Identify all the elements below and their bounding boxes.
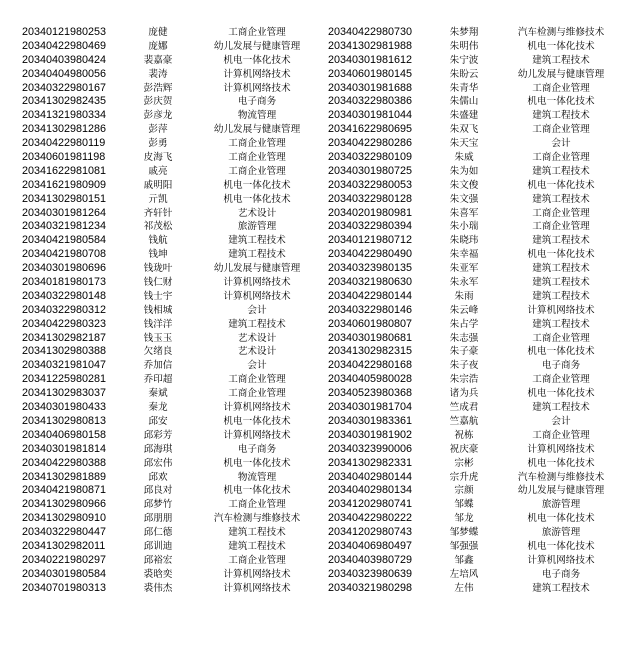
student-name-cell: 邱朋朋 <box>143 513 173 525</box>
student-major-cell: 建筑工程技术 <box>532 277 590 289</box>
student-id-cell: 20340322980148 <box>22 289 107 302</box>
student-major-cell: 工商企业管理 <box>532 221 590 233</box>
student-major-cell: 计算机网络技术 <box>527 304 595 316</box>
student-major-cell: 工商企业管理 <box>228 165 286 177</box>
student-major-cell: 计算机网络技术 <box>223 277 291 289</box>
student-major-cell: 电子商务 <box>237 443 277 455</box>
student-major-cell: 旅游管理 <box>541 499 581 511</box>
student-major-cell: 工商企业管理 <box>532 374 590 386</box>
student-major-cell: 工商企业管理 <box>228 374 286 386</box>
student-major-cell: 工商企业管理 <box>228 388 286 400</box>
student-major-cell: 幼儿发展与健康管理 <box>213 124 301 136</box>
student-name-cell: 钱航 <box>148 235 168 247</box>
student-name-cell: 钱仁财 <box>143 277 173 289</box>
student-major-cell: 幼儿发展与健康管理 <box>213 40 301 52</box>
student-name-cell: 朱双飞 <box>449 124 479 136</box>
student-major-cell: 机电一体化技术 <box>527 457 595 469</box>
student-name-cell: 朱盼云 <box>449 68 479 80</box>
student-name-cell: 朱永军 <box>449 277 479 289</box>
student-id-cell: 20340322980386 <box>328 95 413 108</box>
student-name-cell: 彭勇 <box>148 138 168 150</box>
student-name-cell: 宗彬 <box>454 457 474 469</box>
student-name-cell: 钱坤 <box>148 249 168 261</box>
student-major-cell: 幼儿发展与健康管理 <box>517 68 605 80</box>
student-major-cell: 建筑工程技术 <box>228 527 286 539</box>
student-major-cell: 机电一体化技术 <box>527 540 595 552</box>
student-id-cell: 20340406980158 <box>22 428 107 441</box>
student-name-cell: 邱海琪 <box>143 443 173 455</box>
student-name-cell: 邱裕宏 <box>143 554 173 566</box>
student-id-cell: 20340322980312 <box>22 303 107 316</box>
student-id-cell: 20340406980497 <box>328 539 413 552</box>
student-id-cell: 20340301980433 <box>22 401 107 414</box>
student-id-cell: 20340301980584 <box>22 567 107 580</box>
student-major-cell: 电子商务 <box>541 360 581 372</box>
student-major-cell: 电子商务 <box>237 96 277 108</box>
student-name-cell: 齐轩针 <box>143 207 173 219</box>
student-name-cell: 朱子豪 <box>449 346 479 358</box>
student-name-cell: 朱宗浩 <box>449 374 479 386</box>
student-major-cell: 幼儿发展与健康管理 <box>213 263 301 275</box>
student-id-cell: 20340301981044 <box>328 109 413 122</box>
student-id-cell: 20340421980584 <box>22 234 107 247</box>
student-id-cell: 20341302981889 <box>22 470 107 483</box>
student-name-cell: 裘伟杰 <box>143 582 173 594</box>
student-name-cell: 朱儒山 <box>449 96 479 108</box>
student-name-cell: 朱威 <box>454 152 474 164</box>
student-major-cell: 建筑工程技术 <box>532 54 590 66</box>
student-major-cell: 工商企业管理 <box>532 207 590 219</box>
student-major-cell: 旅游管理 <box>237 221 277 233</box>
student-major-cell: 建筑工程技术 <box>532 235 590 247</box>
student-major-cell: 工商企业管理 <box>532 152 590 164</box>
student-id-cell: 20340221980297 <box>22 553 107 566</box>
student-name-cell: 祁茂松 <box>143 221 173 233</box>
student-major-cell: 工商企业管理 <box>532 124 590 136</box>
student-major-cell: 机电一体化技术 <box>527 40 595 52</box>
student-id-cell: 20340403980424 <box>22 53 107 66</box>
student-major-cell: 工商企业管理 <box>228 27 286 38</box>
student-name-cell: 朱盛建 <box>449 110 479 122</box>
student-name-cell: 左培风 <box>449 568 479 580</box>
student-id-cell: 20340301980725 <box>328 164 413 177</box>
student-major-cell: 机电一体化技术 <box>527 513 595 525</box>
student-id-cell: 20340121980253 <box>22 26 107 38</box>
student-name-cell: 彭浩辉 <box>143 82 173 94</box>
student-major-cell: 工商企业管理 <box>228 138 286 150</box>
student-major-cell: 机电一体化技术 <box>527 388 595 400</box>
student-major-cell: 计算机网络技术 <box>223 290 291 302</box>
student-name-cell: 朱宁波 <box>449 54 479 66</box>
student-major-cell: 机电一体化技术 <box>223 54 291 66</box>
student-name-cell: 邱安 <box>148 415 168 427</box>
student-major-cell: 建筑工程技术 <box>532 165 590 177</box>
student-major-cell: 计算机网络技术 <box>527 554 595 566</box>
student-id-cell: 20340301980681 <box>328 331 413 344</box>
student-id-cell: 20340601980807 <box>328 317 413 330</box>
student-name-cell: 朱天宝 <box>449 138 479 150</box>
student-id-cell: 20340422980388 <box>22 456 107 469</box>
student-name-cell: 邱梦竹 <box>143 499 173 511</box>
student-id-cell: 20340201980981 <box>328 206 413 219</box>
student-major-cell: 会计 <box>247 304 267 316</box>
student-name-cell: 朱云峰 <box>449 304 479 316</box>
student-major-cell: 旅游管理 <box>541 527 581 539</box>
student-name-cell: 宗颜 <box>454 485 474 497</box>
student-id-cell: 20341622980695 <box>328 123 413 136</box>
student-id-cell: 20340422980286 <box>328 137 413 150</box>
student-id-cell: 20340301981688 <box>328 81 413 94</box>
student-id-cell: 20340301981612 <box>328 53 413 66</box>
student-major-cell: 机电一体化技术 <box>223 457 291 469</box>
student-major-cell: 建筑工程技术 <box>228 249 286 261</box>
student-major-cell: 艺术设计 <box>237 346 277 358</box>
student-name-cell: 朱小瑞 <box>449 221 479 233</box>
student-major-cell: 物流管理 <box>237 471 277 483</box>
student-id-cell: 20340323980639 <box>328 567 413 580</box>
student-id-cell: 20340301981902 <box>328 428 413 441</box>
student-name-cell: 朱雨 <box>454 290 474 302</box>
student-id-cell: 20340422980222 <box>328 512 413 525</box>
student-name-cell: 钱相城 <box>143 304 173 316</box>
student-name-cell: 戚亮 <box>148 165 168 177</box>
student-id-cell: 20340421980708 <box>22 248 107 261</box>
student-name-cell: 钱玉玉 <box>143 332 173 344</box>
student-name-cell: 朱为如 <box>449 165 479 177</box>
student-major-cell: 建筑工程技术 <box>532 110 590 122</box>
student-id-cell: 20340322980447 <box>22 526 107 539</box>
student-name-cell: 邹蝶 <box>454 499 474 511</box>
student-name-cell: 邹梦蝶 <box>449 527 479 539</box>
student-id-cell: 20340402980144 <box>328 470 413 483</box>
student-id-cell: 20340405980028 <box>328 373 413 386</box>
student-id-cell: 20340422980144 <box>328 289 413 302</box>
student-name-cell: 裘晗奕 <box>143 568 173 580</box>
student-id-cell: 20341321980334 <box>22 109 107 122</box>
student-id-cell: 20341302980813 <box>22 414 107 427</box>
student-major-cell: 机电一体化技术 <box>223 179 291 191</box>
student-id-cell: 20340422980168 <box>328 359 413 372</box>
student-major-cell: 工商企业管理 <box>228 554 286 566</box>
student-name-cell: 邱训迪 <box>143 540 173 552</box>
student-id-cell: 20340323990006 <box>328 442 413 455</box>
student-name-cell: 宗升虎 <box>449 471 479 483</box>
student-id-cell: 20340403980729 <box>328 553 413 566</box>
student-name-cell: 秦龙 <box>148 402 168 414</box>
student-name-cell: 朱占学 <box>449 318 479 330</box>
student-major-cell: 计算机网络技术 <box>223 68 291 80</box>
student-name-cell: 钱珑叶 <box>143 263 173 275</box>
student-name-cell: 左伟 <box>454 582 474 594</box>
student-id-cell: 20340322980053 <box>328 178 413 191</box>
student-name-cell: 朱幸福 <box>449 249 479 261</box>
student-major-cell: 工商企业管理 <box>228 152 286 164</box>
student-id-cell: 20340321981234 <box>22 220 107 233</box>
student-name-cell: 彭萍 <box>148 124 168 136</box>
student-id-cell: 20341302981286 <box>22 123 107 136</box>
student-id-cell: 20340322980394 <box>328 220 413 233</box>
student-major-cell: 建筑工程技术 <box>228 318 286 330</box>
student-id-cell: 20340421980871 <box>22 484 107 497</box>
student-name-cell: 朱文俊 <box>449 179 479 191</box>
student-name-cell: 朱梦翔 <box>449 27 479 38</box>
student-id-cell: 20340422980490 <box>328 248 413 261</box>
student-name-cell: 皮海飞 <box>143 152 173 164</box>
student-major-cell: 工商企业管理 <box>228 499 286 511</box>
student-id-cell: 20341225980281 <box>22 373 107 386</box>
student-major-cell: 机电一体化技术 <box>527 96 595 108</box>
student-name-cell: 秦斌 <box>148 388 168 400</box>
student-name-cell: 戚明阳 <box>143 179 173 191</box>
student-id-cell: 20340301981814 <box>22 442 107 455</box>
student-id-cell: 20340422980730 <box>328 26 413 38</box>
student-major-cell: 建筑工程技术 <box>532 318 590 330</box>
student-major-cell: 汽车检测与维修技术 <box>517 471 605 483</box>
student-major-cell: 会计 <box>247 360 267 372</box>
student-major-cell: 会计 <box>551 415 571 427</box>
student-id-cell: 20340322980167 <box>22 81 107 94</box>
student-id-cell: 20340301981704 <box>328 401 413 414</box>
student-major-cell: 建筑工程技术 <box>532 402 590 414</box>
student-name-cell: 亓凯 <box>148 193 168 205</box>
student-name-cell: 彭彦龙 <box>143 110 173 122</box>
student-name-cell: 朱青华 <box>449 82 479 94</box>
student-id-cell: 20341202980741 <box>328 498 413 511</box>
student-name-cell: 钱洋洋 <box>143 318 173 330</box>
student-major-cell: 计算机网络技术 <box>223 568 291 580</box>
student-major-cell: 建筑工程技术 <box>228 235 286 247</box>
student-major-cell: 建筑工程技术 <box>532 263 590 275</box>
student-id-cell: 20341302983037 <box>22 387 107 400</box>
student-id-cell: 20341302982435 <box>22 95 107 108</box>
student-major-cell: 汽车检测与维修技术 <box>517 27 605 38</box>
student-major-cell: 艺术设计 <box>237 332 277 344</box>
student-major-cell: 电子商务 <box>541 568 581 580</box>
student-major-cell: 工商企业管理 <box>532 332 590 344</box>
student-name-cell: 诸为兵 <box>449 388 479 400</box>
student-name-cell: 邱彩芳 <box>143 429 173 441</box>
student-major-cell: 汽车检测与维修技术 <box>213 513 301 525</box>
student-major-cell: 工商企业管理 <box>532 429 590 441</box>
student-name-cell: 朱明伟 <box>449 40 479 52</box>
student-id-cell: 20340301983361 <box>328 414 413 427</box>
student-name-cell: 朱子夜 <box>449 360 479 372</box>
student-id-cell: 20340601981198 <box>22 151 106 164</box>
student-major-cell: 计算机网络技术 <box>223 402 291 414</box>
student-id-cell: 20341622981081 <box>22 164 107 177</box>
student-id-cell: 20341302982011 <box>22 539 106 552</box>
student-name-cell: 祝庆豪 <box>449 443 479 455</box>
student-name-cell: 祝栋 <box>454 429 474 441</box>
student-id-cell: 20340402980134 <box>328 484 413 497</box>
student-name-cell: 乔印超 <box>143 374 173 386</box>
student-major-cell: 建筑工程技术 <box>532 582 590 594</box>
student-name-cell: 竺成君 <box>449 402 479 414</box>
student-major-cell: 计算机网络技术 <box>223 429 291 441</box>
student-name-cell: 庞娜 <box>148 40 168 52</box>
student-major-cell: 计算机网络技术 <box>527 443 595 455</box>
student-name-cell: 邱宏伟 <box>143 457 173 469</box>
student-id-cell: 20340701980313 <box>22 581 107 594</box>
student-name-cell: 邹龙 <box>454 513 474 525</box>
student-id-cell: 20340601980145 <box>328 67 413 80</box>
student-major-cell: 工商企业管理 <box>532 82 590 94</box>
student-id-cell: 20340301980696 <box>22 262 107 275</box>
student-id-cell: 20340321981047 <box>22 359 107 372</box>
student-major-cell: 机电一体化技术 <box>527 179 595 191</box>
student-name-cell: 朱晓玮 <box>449 235 479 247</box>
student-id-cell: 20340301981264 <box>22 206 107 219</box>
student-major-cell: 建筑工程技术 <box>532 193 590 205</box>
student-name-cell: 邱欢 <box>148 471 168 483</box>
student-name-cell: 乔加信 <box>143 360 173 372</box>
student-id-cell: 20341302982187 <box>22 331 107 344</box>
student-major-cell: 机电一体化技术 <box>223 415 291 427</box>
student-name-cell: 朱志强 <box>449 332 479 344</box>
student-name-cell: 邹强强 <box>449 540 479 552</box>
student-id-cell: 20340121980712 <box>328 234 413 247</box>
student-id-cell: 20340321980298 <box>328 581 413 594</box>
student-id-cell: 20340322980146 <box>328 303 413 316</box>
student-major-cell: 会计 <box>551 138 571 150</box>
student-name-cell: 邱良对 <box>143 485 173 497</box>
student-id-cell: 20340422980469 <box>22 39 107 52</box>
student-name-cell: 竺嘉航 <box>449 415 479 427</box>
student-id-cell: 20341302980388 <box>22 345 107 358</box>
student-major-cell: 艺术设计 <box>237 207 277 219</box>
student-id-cell: 20341302980910 <box>22 512 107 525</box>
student-name-cell: 朱喜军 <box>449 207 479 219</box>
student-id-cell: 20341202980743 <box>328 526 413 539</box>
student-id-cell: 20341302982331 <box>328 456 413 469</box>
student-name-cell: 庞健 <box>148 27 168 38</box>
student-major-cell: 机电一体化技术 <box>527 249 595 261</box>
student-major-cell: 幼儿发展与健康管理 <box>517 485 605 497</box>
student-id-cell: 20340321980630 <box>328 276 413 289</box>
student-id-cell: 20340322980128 <box>328 192 413 205</box>
student-name-cell: 邹鑫 <box>454 554 474 566</box>
student-id-cell: 20340422980119 <box>22 137 106 150</box>
student-name-cell: 朱文强 <box>449 193 479 205</box>
student-major-cell: 机电一体化技术 <box>527 346 595 358</box>
student-id-cell: 20340404980056 <box>22 67 107 80</box>
student-name-cell: 钱士宇 <box>143 290 173 302</box>
student-name-cell: 裴涛 <box>148 68 168 80</box>
student-name-cell: 彭庆贺 <box>143 96 173 108</box>
student-id-cell: 20341302982315 <box>328 345 413 358</box>
student-name-cell: 邱仁德 <box>143 527 173 539</box>
student-id-cell: 20341302981988 <box>328 39 413 52</box>
student-id-cell: 20340523980368 <box>328 387 413 400</box>
student-name-cell: 裴嘉豪 <box>143 54 173 66</box>
student-id-cell: 20340322980109 <box>328 151 413 164</box>
student-major-cell: 物流管理 <box>237 110 277 122</box>
student-name-cell: 朱亚军 <box>449 263 479 275</box>
student-id-cell: 20340181980173 <box>22 276 107 289</box>
student-id-cell: 20341302980966 <box>22 498 107 511</box>
student-major-cell: 计算机网络技术 <box>223 582 291 594</box>
student-id-cell: 20341621980909 <box>22 178 107 191</box>
student-major-cell: 机电一体化技术 <box>223 193 291 205</box>
student-major-cell: 建筑工程技术 <box>228 540 286 552</box>
student-id-cell: 20340323980135 <box>328 262 413 275</box>
student-major-cell: 计算机网络技术 <box>223 82 291 94</box>
student-major-cell: 建筑工程技术 <box>532 290 590 302</box>
student-name-cell: 欠绪良 <box>143 346 173 358</box>
student-major-cell: 机电一体化技术 <box>223 485 291 497</box>
student-id-cell: 20341302980151 <box>22 192 107 205</box>
student-id-cell: 20340422980323 <box>22 317 107 330</box>
